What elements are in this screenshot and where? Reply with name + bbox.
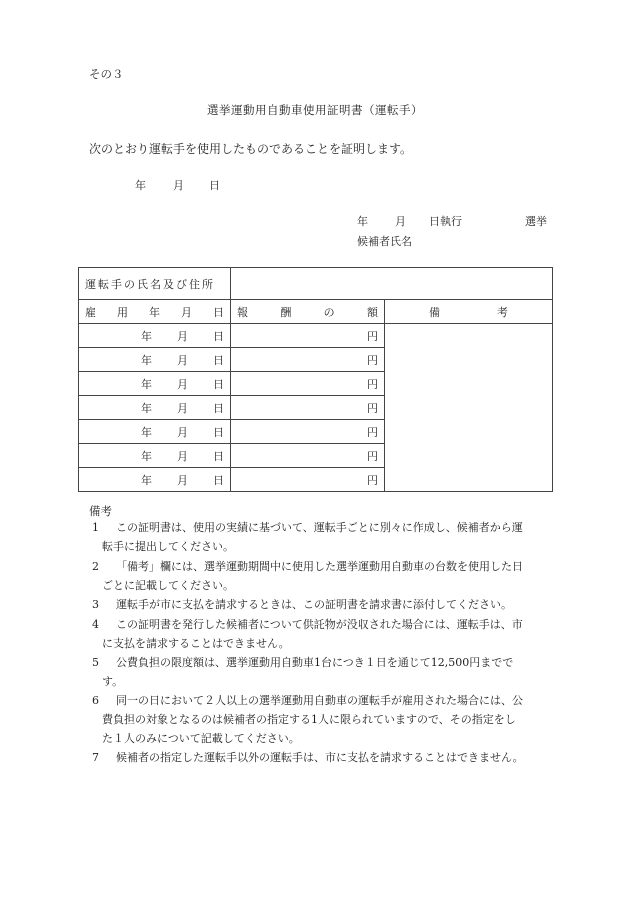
note-item: 7 候補者の指定した運転手以外の運転手は、市に支払を請求することはできません。	[92, 751, 524, 764]
issue-date-day: 日	[209, 179, 220, 192]
election-suffix: 選挙	[525, 215, 547, 228]
table-row	[79, 324, 553, 348]
header-remarks: 備 考	[385, 300, 553, 324]
employment-date-cell[interactable]: 年 月 日	[79, 444, 231, 468]
employment-date-cell[interactable]: 年 月 日	[79, 372, 231, 396]
remarks-cell[interactable]	[385, 324, 553, 492]
issue-date-year: 年	[135, 179, 146, 192]
driver-info-field[interactable]	[231, 268, 553, 300]
note-item: 3 運転手が市に支払を請求するときは、この証明書を請求書に添付してください。	[92, 598, 512, 611]
note-item: 1 この証明書は、使用の実績に基づいて、運転手ごとに別々に作成し、候補者から運 転手に提出してください。	[92, 521, 523, 553]
employment-date-cell[interactable]: 年 月 日	[79, 396, 231, 420]
employment-date-cell[interactable]: 年 月 日	[79, 324, 231, 348]
fee-cell[interactable]: 円	[231, 324, 385, 348]
notes-heading: 備考	[89, 504, 112, 518]
header-row	[79, 300, 553, 324]
fee-cell[interactable]: 円	[231, 444, 385, 468]
fee-cell[interactable]: 円	[231, 396, 385, 420]
note-item: 4 この証明書を発行した候補者について供託物が没収された場合には、運転手は、市 に支払を請求することはできません。	[92, 618, 523, 650]
header-employment-date: 雇 用 年 月 日	[79, 300, 231, 324]
driver-info-row	[79, 268, 553, 300]
issue-date	[135, 177, 220, 193]
employment-date-cell[interactable]: 年 月 日	[79, 348, 231, 372]
page-title: 選挙運動用自動車使用証明書（運転手）	[207, 103, 423, 117]
election-year: 年	[357, 215, 368, 228]
note-item: 2 「備考」欄には、選挙運動期間中に使用した選挙運動用自動車の台数を使用した日 ごとに記載してください。	[92, 560, 523, 592]
issue-date-month: 月	[173, 179, 184, 192]
note-item: 6 同一の日において２人以上の選挙運動用自動車の運転手が雇用された場合には、公 費負担の対象となるのは候補者の指定する1人に限られていますので、その指定をし た１人のみについて記載してください。	[92, 694, 523, 745]
election-date	[357, 213, 547, 229]
fee-cell[interactable]: 円	[231, 372, 385, 396]
candidate-name-label: 候補者氏名	[357, 235, 412, 248]
section-label: その３	[89, 67, 124, 81]
fee-cell[interactable]: 円	[231, 468, 385, 492]
header-fee: 報 酬 の 額	[231, 300, 385, 324]
driver-label: 運転手の氏名及び住所	[79, 268, 231, 300]
certification-statement: 次のとおり運転手を使用したものであることを証明します。	[89, 142, 413, 156]
note-item: 5 公費負担の限度額は、選挙運動用自動車1台につき１日を通じて12,500円までで す。	[92, 656, 514, 688]
election-month: 月	[395, 215, 406, 228]
election-day-exec: 日執行	[429, 215, 462, 228]
fee-cell[interactable]: 円	[231, 420, 385, 444]
driver-table	[78, 267, 553, 492]
fee-cell[interactable]: 円	[231, 348, 385, 372]
employment-date-cell[interactable]: 年 月 日	[79, 468, 231, 492]
employment-date-cell[interactable]: 年 月 日	[79, 420, 231, 444]
